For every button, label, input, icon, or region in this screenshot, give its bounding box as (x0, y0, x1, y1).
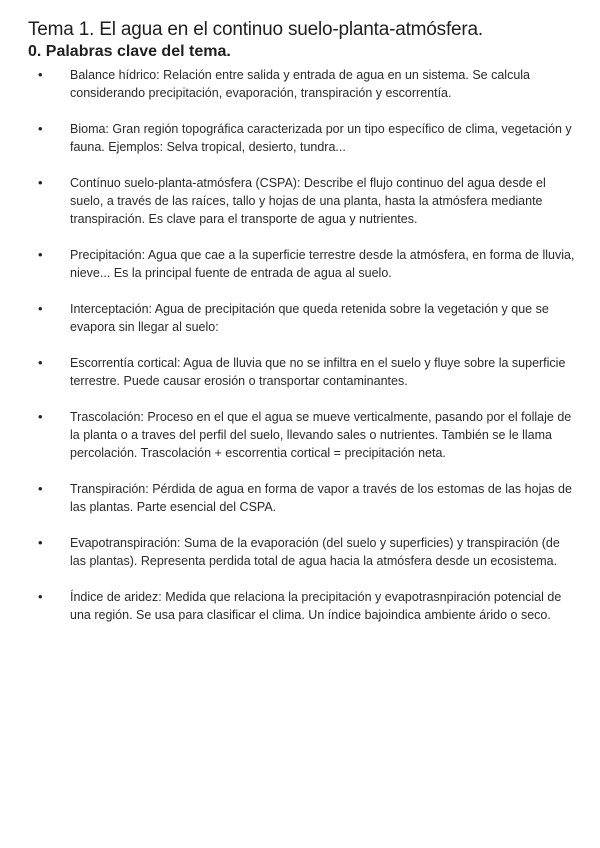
bullet-icon: • (38, 355, 43, 370)
keyword-text: Precipitación: Agua que cae a la superficie terrestre desde la atmósfera, en forma de lluvia, nieve... Es la principal fuente de entrada de agua al suelo. (70, 248, 575, 280)
keyword-text: Transpiración: Pérdida de agua en forma de vapor a través de los estomas de las hojas de las plantas. Parte esencial del CSPA. (70, 482, 572, 514)
keyword-item-trascolacion (28, 408, 576, 462)
section-heading: 0. Palabras clave del tema. (28, 43, 231, 60)
keyword-item-escorrentia-cortical (28, 354, 576, 390)
document-title: Tema 1. El agua en el continuo suelo-planta-atmósfera. (28, 19, 483, 40)
keyword-item-interceptacion (28, 300, 576, 336)
bullet-icon: • (38, 301, 43, 316)
bullet-icon: • (38, 121, 43, 136)
bullet-icon: • (38, 589, 43, 604)
keyword-text: Contínuo suelo-planta-atmósfera (CSPA): Describe el flujo continuo del agua desde el suelo, a través de las raíces, tallo y hojas de una planta, hasta la atmósfera mediante transpiración. Es clave para el transporte de agua y nutrientes. (70, 176, 546, 226)
keyword-item-precipitacion (28, 246, 576, 282)
keyword-text: Trascolación: Proceso en el que el agua se mueve verticalmente, pasando por el follaje de la planta o a traves del perfil del suelo, llevando sales o nutrientes. También se le llama percolación. Trascolación + escorrentia cortical = precipitación neta. (70, 410, 572, 460)
bullet-icon: • (38, 67, 43, 82)
bullet-icon: • (38, 481, 43, 496)
keyword-text: Índice de aridez: Medida que relaciona la precipitación y evapotrasnpiración potencial de una región. Se usa para clasificar el clima. Un índice bajoindica ambiente árido o seco. (70, 590, 562, 622)
keyword-text: Bioma: Gran región topográfica caracterizada por un tipo específico de clima, vegetación y fauna. Ejemplos: Selva tropical, desierto, tundra... (70, 122, 572, 154)
keyword-list (28, 66, 576, 624)
keyword-item-bioma (28, 120, 576, 156)
keyword-item-evapotranspiracion (28, 534, 576, 570)
bullet-icon: • (38, 409, 43, 424)
keyword-item-balance-hidrico (28, 66, 576, 102)
keyword-item-indice-aridez (28, 588, 576, 624)
keyword-item-transpiracion (28, 480, 576, 516)
keyword-text: Escorrentía cortical: Agua de lluvia que no se infiltra en el suelo y fluye sobre la superficie terrestre. Puede causar erosión o transportar contaminantes. (70, 356, 566, 388)
keyword-item-cspa (28, 174, 576, 228)
keyword-text: Evapotranspiración: Suma de la evaporación (del suelo y superficies) y transpiración (de las plantas). Representa perdida total de agua hacia la atmósfera desde un ecosistema. (70, 536, 560, 568)
bullet-icon: • (38, 535, 43, 550)
bullet-icon: • (38, 175, 43, 190)
bullet-icon: • (38, 247, 43, 262)
keyword-text: Interceptación: Agua de precipitación que queda retenida sobre la vegetación y que se evapora sin llegar al suelo: (70, 302, 549, 334)
keyword-text: Balance hídrico: Relación entre salida y entrada de agua en un sistema. Se calcula considerando precipitación, evaporación, transpiración y escorrentía. (70, 68, 531, 100)
